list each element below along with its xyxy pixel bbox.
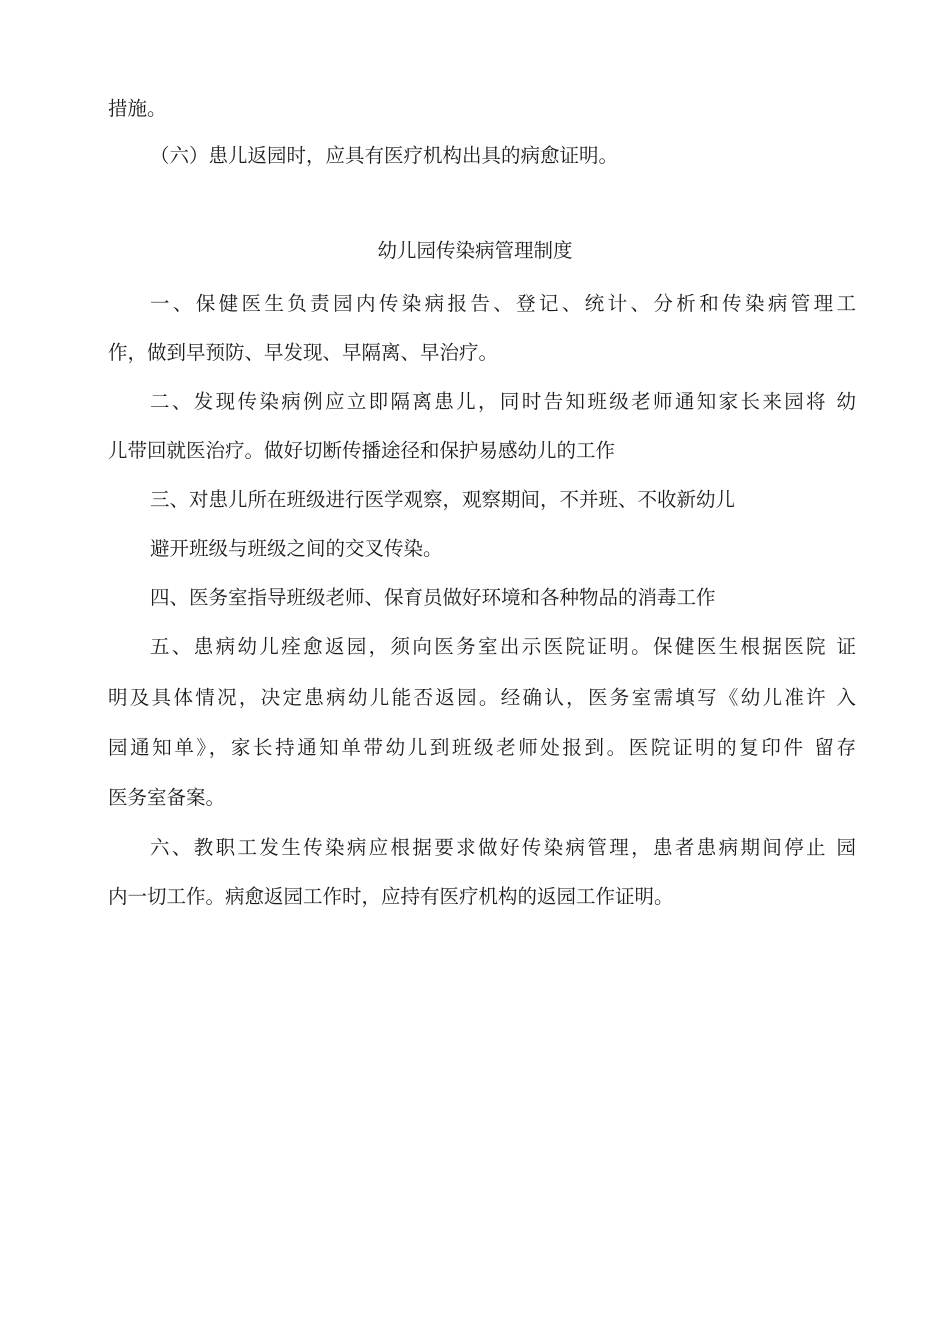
prev-section-line: 措施。 [108,97,167,120]
paragraph-2-line-1: 二、发现传染病例应立即隔离患儿，同时告知班级老师通知家长来园将 幼 [150,390,856,413]
paragraph-1-line-1: 一、保健医生负责园内传染病报告、登记、统计、分析和传染病管理工 [150,292,856,315]
paragraph-3-line-2: 避开班级与班级之间的交叉传染。 [150,537,443,560]
document-title: 幼儿园传染病管理制度 [377,239,573,262]
paragraph-2-line-2: 儿带回就医治疗。做好切断传播途径和保护易感幼儿的工作 [108,439,616,462]
prev-section-item-6: （六）患儿返园时，应具有医疗机构出具的病愈证明。 [150,144,619,167]
paragraph-3-line-1: 三、对患儿所在班级进行医学观察，观察期间，不并班、不收新幼儿 [150,488,736,511]
paragraph-5-line-3: 园通知单》，家长持通知单带幼儿到班级老师处报到。医院证明的复印件 留存 [108,736,856,759]
paragraph-6-line-2: 内一切工作。病愈返园工作时，应持有医疗机构的返园工作证明。 [108,885,674,908]
paragraph-4-line-1: 四、医务室指导班级老师、保育员做好环境和各种物品的消毒工作 [150,586,716,609]
paragraph-6-line-1: 六、教职工发生传染病应根据要求做好传染病管理，患者患病期间停止 园 [150,836,856,859]
paragraph-5-line-1: 五、患病幼儿痊愈返园，须向医务室出示医院证明。保健医生根据医院 证 [150,635,856,658]
paragraph-1-line-2: 作，做到早预防、早发现、早隔离、早治疗。 [108,341,499,364]
paragraph-5-line-4: 医务室备案。 [108,786,226,809]
paragraph-5-line-2: 明及具体情况，决定患病幼儿能否返园。经确认，医务室需填写《幼儿准许 入 [108,686,856,709]
